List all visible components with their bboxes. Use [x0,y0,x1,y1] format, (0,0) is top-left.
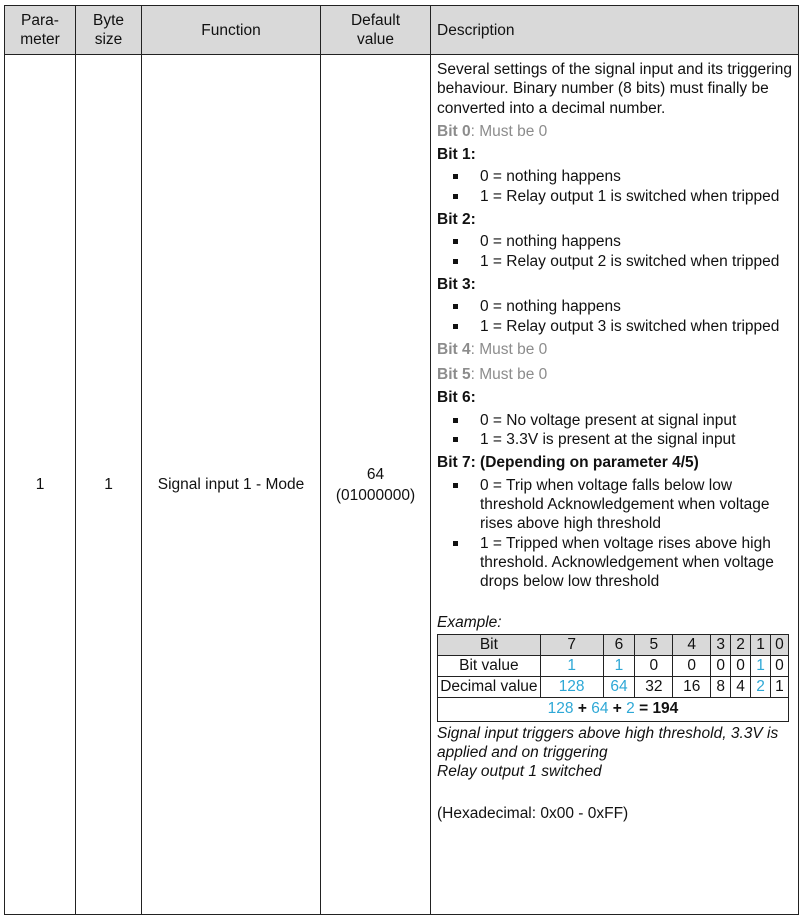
example-cell: 2 [731,634,751,655]
header-function: Function [142,6,321,55]
example-bit-table [437,634,789,722]
example-cell: 3 [711,634,731,655]
example-cell: 0 [635,655,673,676]
example-cell: Decimal value [438,676,541,697]
bit3-list [437,297,792,336]
example-cell: 16 [673,676,711,697]
list-item: 0 = nothing happens [437,232,792,251]
bit2-list [437,232,792,271]
bit5-line [437,365,792,384]
bit1-list [437,167,792,206]
example-cell: 0 [770,655,788,676]
example-cell: 8 [711,676,731,697]
example-cell: 0 [673,655,711,676]
header-parameter [5,6,76,55]
bit5-text: : Must be 0 [470,366,548,384]
example-sum [438,697,789,721]
bit4-text: : Must be 0 [470,340,548,358]
default-decimal: 64 [366,465,385,483]
sum-result: 194 [652,700,679,718]
example-cell: 1 [751,634,771,655]
list-item: 1 = Tripped when voltage rises above high threshold. Acknowledgement when voltage drops below low threshold [437,534,792,592]
cell-description [431,55,799,915]
bit0-label: Bit 0 [437,122,471,140]
bit6-list [437,411,792,450]
list-item: 0 = Trip when voltage falls below low threshold Acknowledgement when voltage rises above high threshold [437,476,792,534]
sum-operator: + [573,700,592,718]
description-intro: Several settings of the signal input and its triggering behaviour. Binary number (8 bits) must finally be converted into a decimal number. [437,61,792,117]
example-sum-row [438,697,789,721]
default-binary: (01000000) [335,486,416,504]
list-item: 1 = 3.3V is present at the signal input [437,430,792,449]
example-cell: 7 [540,634,603,655]
example-cell: 0 [731,655,751,676]
bit4-line [437,340,792,359]
bit4-label: Bit 4 [437,340,471,358]
list-item: 1 = Relay output 3 is switched when tripped [437,317,792,336]
example-cell: Bit value [438,655,541,676]
bit7-list [437,476,792,592]
list-item: 0 = No voltage present at signal input [437,411,792,430]
example-cell-highlight: 1 [540,655,603,676]
sum-operator: + [608,700,627,718]
sum-equals: = [634,700,653,718]
bit6-label: Bit 6: [437,389,476,407]
example-decimal-value-row [438,676,789,697]
parameter-table [4,5,799,915]
example-cell-highlight: 1 [603,655,635,676]
example-cell: 5 [635,634,673,655]
header-parameter-line2: meter [20,31,60,48]
cell-parameter: 1 [5,55,76,915]
header-parameter-line1: Para- [21,12,59,29]
example-cell: 4 [673,634,711,655]
header-row [5,6,799,55]
list-item: 0 = nothing happens [437,297,792,316]
example-cell-highlight: 64 [603,676,635,697]
bit0-line [437,122,792,141]
example-cell: 1 [770,676,788,697]
example-cell-highlight: 1 [751,655,771,676]
bit0-text: : Must be 0 [470,122,548,140]
header-default-line2: value [356,31,395,48]
header-description: Description [431,6,799,55]
header-byte-size [76,6,142,55]
example-caption-line2: Relay output 1 switched [437,763,602,781]
example-cell: 0 [711,655,731,676]
hex-range: (Hexadecimal: 0x00 - 0xFF) [437,804,629,822]
header-byte-size-line2: size [94,31,123,48]
cell-function: Signal input 1 - Mode [142,55,321,915]
sum-term: 2 [626,700,635,718]
example-cell: 6 [603,634,635,655]
bit2-label: Bit 2: [437,211,476,229]
example-caption-line1: Signal input triggers above high threshold, 3.3V is applied and on triggering [437,724,779,762]
example-cell: 32 [635,676,673,697]
bit1-label: Bit 1: [437,146,476,164]
example-header-row [438,634,789,655]
cell-default-value [321,55,431,915]
example-bit-value-row [438,655,789,676]
example-cell: 4 [731,676,751,697]
example-cell: Bit [438,634,541,655]
bit7-label: Bit 7: (Depending on parameter 4/5) [437,454,699,472]
cell-byte-size: 1 [76,55,142,915]
list-item: 0 = nothing happens [437,167,792,186]
sum-term: 128 [547,700,574,718]
header-default-line1: Default [350,12,401,29]
list-item: 1 = Relay output 2 is switched when tripped [437,252,792,271]
bit5-label: Bit 5 [437,366,471,384]
example-cell: 0 [770,634,788,655]
example-cell-highlight: 2 [751,676,771,697]
bit3-label: Bit 3: [437,275,476,293]
sum-term: 64 [591,700,609,718]
example-cell-highlight: 128 [540,676,603,697]
header-default-value [321,6,431,55]
list-item: 1 = Relay output 1 is switched when tripped [437,187,792,206]
table-row [5,55,799,915]
header-byte-size-line1: Byte [92,12,124,29]
example-label: Example: [437,614,502,632]
